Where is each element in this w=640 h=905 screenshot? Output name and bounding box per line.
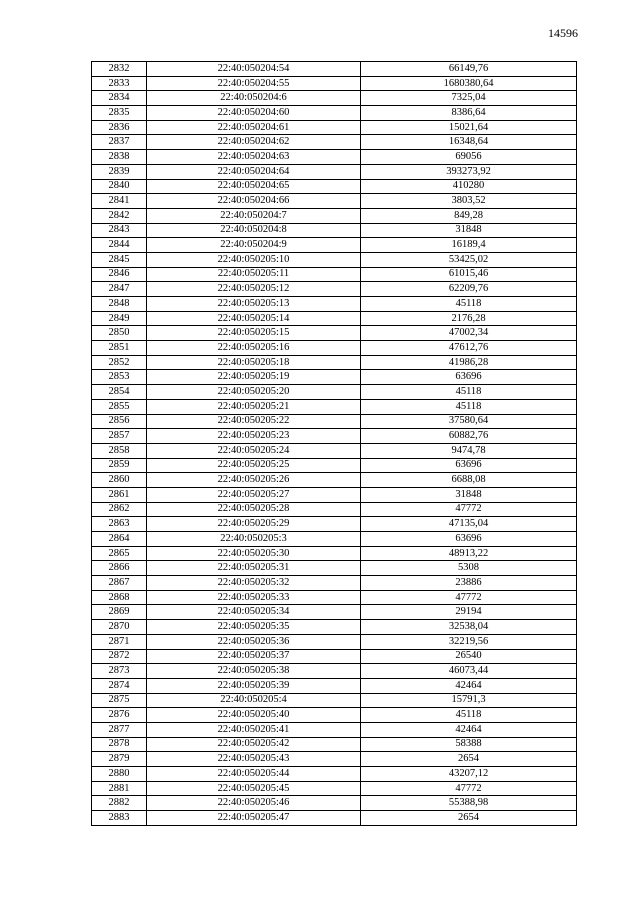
row-number-cell: 2872 xyxy=(92,649,147,664)
row-number-cell: 2839 xyxy=(92,164,147,179)
row-number-cell: 2835 xyxy=(92,106,147,121)
table-row xyxy=(92,458,577,473)
row-number-cell: 2870 xyxy=(92,620,147,635)
cadastral-number-cell: 22:40:050205:38 xyxy=(147,664,361,679)
value-cell: 16189,4 xyxy=(361,238,577,253)
table-row xyxy=(92,120,577,135)
table-row xyxy=(92,223,577,238)
table-row xyxy=(92,179,577,194)
row-number-cell: 2861 xyxy=(92,487,147,502)
table-row xyxy=(92,590,577,605)
value-cell: 41986,28 xyxy=(361,355,577,370)
cadastral-number-cell: 22:40:050205:31 xyxy=(147,561,361,576)
row-number-cell: 2846 xyxy=(92,267,147,282)
table-row xyxy=(92,385,577,400)
value-cell: 55388,98 xyxy=(361,796,577,811)
cadastral-number-cell: 22:40:050205:28 xyxy=(147,502,361,517)
row-number-cell: 2877 xyxy=(92,722,147,737)
cadastral-number-cell: 22:40:050205:13 xyxy=(147,297,361,312)
cadastral-number-cell: 22:40:050204:65 xyxy=(147,179,361,194)
value-cell: 46073,44 xyxy=(361,664,577,679)
row-number-cell: 2862 xyxy=(92,502,147,517)
table-row xyxy=(92,443,577,458)
table-row xyxy=(92,532,577,547)
table-row xyxy=(92,135,577,150)
value-cell: 393273,92 xyxy=(361,164,577,179)
value-cell: 61015,46 xyxy=(361,267,577,282)
table-row xyxy=(92,811,577,826)
row-number-cell: 2844 xyxy=(92,238,147,253)
table-row xyxy=(92,708,577,723)
value-cell: 63696 xyxy=(361,458,577,473)
table-row xyxy=(92,605,577,620)
row-number-cell: 2850 xyxy=(92,326,147,341)
cadastral-number-cell: 22:40:050205:32 xyxy=(147,576,361,591)
cadastral-number-cell: 22:40:050205:19 xyxy=(147,370,361,385)
table-row xyxy=(92,297,577,312)
value-cell: 69056 xyxy=(361,150,577,165)
table-row xyxy=(92,752,577,767)
cadastral-number-cell: 22:40:050204:55 xyxy=(147,76,361,91)
value-cell: 1680380,64 xyxy=(361,76,577,91)
table-row xyxy=(92,634,577,649)
table-row xyxy=(92,649,577,664)
table-row xyxy=(92,576,577,591)
table-row xyxy=(92,150,577,165)
row-number-cell: 2836 xyxy=(92,120,147,135)
table-row xyxy=(92,341,577,356)
table-row xyxy=(92,502,577,517)
value-cell: 60882,76 xyxy=(361,429,577,444)
value-cell: 45118 xyxy=(361,297,577,312)
row-number-cell: 2865 xyxy=(92,546,147,561)
row-number-cell: 2854 xyxy=(92,385,147,400)
value-cell: 53425,02 xyxy=(361,252,577,267)
value-cell: 47612,76 xyxy=(361,341,577,356)
cadastral-value-table xyxy=(91,61,577,826)
value-cell: 63696 xyxy=(361,532,577,547)
cadastral-number-cell: 22:40:050205:43 xyxy=(147,752,361,767)
row-number-cell: 2873 xyxy=(92,664,147,679)
table-row xyxy=(92,355,577,370)
value-cell: 45118 xyxy=(361,385,577,400)
table-row xyxy=(92,326,577,341)
table-row xyxy=(92,76,577,91)
row-number-cell: 2882 xyxy=(92,796,147,811)
row-number-cell: 2857 xyxy=(92,429,147,444)
cadastral-number-cell: 22:40:050205:27 xyxy=(147,487,361,502)
cadastral-number-cell: 22:40:050205:11 xyxy=(147,267,361,282)
value-cell: 42464 xyxy=(361,722,577,737)
table-row xyxy=(92,722,577,737)
cadastral-number-cell: 22:40:050205:44 xyxy=(147,767,361,782)
cadastral-number-cell: 22:40:050205:4 xyxy=(147,693,361,708)
table-row xyxy=(92,473,577,488)
row-number-cell: 2837 xyxy=(92,135,147,150)
cadastral-number-cell: 22:40:050205:37 xyxy=(147,649,361,664)
table-row xyxy=(92,737,577,752)
table-row xyxy=(92,282,577,297)
value-cell: 9474,78 xyxy=(361,443,577,458)
table-row xyxy=(92,487,577,502)
cadastral-number-cell: 22:40:050205:41 xyxy=(147,722,361,737)
value-cell: 66149,76 xyxy=(361,62,577,77)
table-row xyxy=(92,252,577,267)
table-row xyxy=(92,208,577,223)
value-cell: 48913,22 xyxy=(361,546,577,561)
value-cell: 37580,64 xyxy=(361,414,577,429)
value-cell: 58388 xyxy=(361,737,577,752)
value-cell: 42464 xyxy=(361,678,577,693)
table-row xyxy=(92,238,577,253)
row-number-cell: 2875 xyxy=(92,693,147,708)
row-number-cell: 2841 xyxy=(92,194,147,209)
row-number-cell: 2864 xyxy=(92,532,147,547)
table-row xyxy=(92,91,577,106)
value-cell: 3803,52 xyxy=(361,194,577,209)
cadastral-number-cell: 22:40:050204:63 xyxy=(147,150,361,165)
cadastral-number-cell: 22:40:050205:14 xyxy=(147,311,361,326)
cadastral-number-cell: 22:40:050205:45 xyxy=(147,781,361,796)
table-row xyxy=(92,620,577,635)
row-number-cell: 2838 xyxy=(92,150,147,165)
cadastral-number-cell: 22:40:050205:23 xyxy=(147,429,361,444)
row-number-cell: 2851 xyxy=(92,341,147,356)
value-cell: 31848 xyxy=(361,223,577,238)
cadastral-number-cell: 22:40:050204:54 xyxy=(147,62,361,77)
cadastral-number-cell: 22:40:050205:34 xyxy=(147,605,361,620)
cadastral-number-cell: 22:40:050205:30 xyxy=(147,546,361,561)
row-number-cell: 2858 xyxy=(92,443,147,458)
cadastral-number-cell: 22:40:050205:22 xyxy=(147,414,361,429)
cadastral-number-cell: 22:40:050205:21 xyxy=(147,399,361,414)
cadastral-number-cell: 22:40:050205:29 xyxy=(147,517,361,532)
cadastral-number-cell: 22:40:050205:10 xyxy=(147,252,361,267)
page-number: 14596 xyxy=(548,26,578,40)
cadastral-number-cell: 22:40:050205:18 xyxy=(147,355,361,370)
value-cell: 43207,12 xyxy=(361,767,577,782)
value-cell: 45118 xyxy=(361,708,577,723)
table-row xyxy=(92,664,577,679)
value-cell: 2176,28 xyxy=(361,311,577,326)
row-number-cell: 2881 xyxy=(92,781,147,796)
row-number-cell: 2879 xyxy=(92,752,147,767)
table-row xyxy=(92,517,577,532)
value-cell: 16348,64 xyxy=(361,135,577,150)
table-row xyxy=(92,693,577,708)
value-cell: 47772 xyxy=(361,590,577,605)
table-row xyxy=(92,781,577,796)
value-cell: 31848 xyxy=(361,487,577,502)
value-cell: 6688,08 xyxy=(361,473,577,488)
cadastral-number-cell: 22:40:050205:39 xyxy=(147,678,361,693)
value-cell: 62209,76 xyxy=(361,282,577,297)
table-row xyxy=(92,561,577,576)
row-number-cell: 2853 xyxy=(92,370,147,385)
row-number-cell: 2832 xyxy=(92,62,147,77)
row-number-cell: 2867 xyxy=(92,576,147,591)
value-cell: 849,28 xyxy=(361,208,577,223)
table-row xyxy=(92,429,577,444)
cadastral-number-cell: 22:40:050205:25 xyxy=(147,458,361,473)
value-cell: 32538,04 xyxy=(361,620,577,635)
value-cell: 45118 xyxy=(361,399,577,414)
table-row xyxy=(92,678,577,693)
cadastral-number-cell: 22:40:050204:61 xyxy=(147,120,361,135)
cadastral-number-cell: 22:40:050204:60 xyxy=(147,106,361,121)
value-cell: 26540 xyxy=(361,649,577,664)
cadastral-number-cell: 22:40:050205:16 xyxy=(147,341,361,356)
row-number-cell: 2859 xyxy=(92,458,147,473)
row-number-cell: 2869 xyxy=(92,605,147,620)
cadastral-number-cell: 22:40:050204:66 xyxy=(147,194,361,209)
row-number-cell: 2847 xyxy=(92,282,147,297)
value-cell: 63696 xyxy=(361,370,577,385)
table-body xyxy=(92,62,577,826)
table-row xyxy=(92,370,577,385)
row-number-cell: 2845 xyxy=(92,252,147,267)
value-cell: 410280 xyxy=(361,179,577,194)
row-number-cell: 2880 xyxy=(92,767,147,782)
value-cell: 47002,34 xyxy=(361,326,577,341)
cadastral-number-cell: 22:40:050204:6 xyxy=(147,91,361,106)
cadastral-number-cell: 22:40:050205:12 xyxy=(147,282,361,297)
cadastral-number-cell: 22:40:050205:15 xyxy=(147,326,361,341)
cadastral-number-cell: 22:40:050204:8 xyxy=(147,223,361,238)
cadastral-number-cell: 22:40:050204:64 xyxy=(147,164,361,179)
cadastral-number-cell: 22:40:050205:3 xyxy=(147,532,361,547)
cadastral-number-cell: 22:40:050204:62 xyxy=(147,135,361,150)
cadastral-number-cell: 22:40:050205:46 xyxy=(147,796,361,811)
value-cell: 5308 xyxy=(361,561,577,576)
row-number-cell: 2842 xyxy=(92,208,147,223)
table-row xyxy=(92,267,577,282)
row-number-cell: 2878 xyxy=(92,737,147,752)
cadastral-number-cell: 22:40:050205:24 xyxy=(147,443,361,458)
cadastral-number-cell: 22:40:050205:26 xyxy=(147,473,361,488)
table-row xyxy=(92,62,577,77)
row-number-cell: 2849 xyxy=(92,311,147,326)
row-number-cell: 2868 xyxy=(92,590,147,605)
row-number-cell: 2874 xyxy=(92,678,147,693)
row-number-cell: 2856 xyxy=(92,414,147,429)
value-cell: 32219,56 xyxy=(361,634,577,649)
row-number-cell: 2852 xyxy=(92,355,147,370)
row-number-cell: 2855 xyxy=(92,399,147,414)
cadastral-number-cell: 22:40:050205:20 xyxy=(147,385,361,400)
row-number-cell: 2863 xyxy=(92,517,147,532)
value-cell: 2654 xyxy=(361,752,577,767)
row-number-cell: 2833 xyxy=(92,76,147,91)
value-cell: 8386,64 xyxy=(361,106,577,121)
cadastral-number-cell: 22:40:050205:35 xyxy=(147,620,361,635)
value-cell: 29194 xyxy=(361,605,577,620)
table-row xyxy=(92,194,577,209)
value-cell: 47772 xyxy=(361,781,577,796)
row-number-cell: 2848 xyxy=(92,297,147,312)
table-row xyxy=(92,796,577,811)
table-row xyxy=(92,546,577,561)
row-number-cell: 2834 xyxy=(92,91,147,106)
table-row xyxy=(92,311,577,326)
row-number-cell: 2866 xyxy=(92,561,147,576)
table-row xyxy=(92,106,577,121)
cadastral-number-cell: 22:40:050204:9 xyxy=(147,238,361,253)
value-cell: 7325,04 xyxy=(361,91,577,106)
cadastral-number-cell: 22:40:050205:33 xyxy=(147,590,361,605)
row-number-cell: 2871 xyxy=(92,634,147,649)
cadastral-number-cell: 22:40:050205:36 xyxy=(147,634,361,649)
cadastral-number-cell: 22:40:050204:7 xyxy=(147,208,361,223)
cadastral-number-cell: 22:40:050205:40 xyxy=(147,708,361,723)
value-cell: 47772 xyxy=(361,502,577,517)
row-number-cell: 2843 xyxy=(92,223,147,238)
table-row xyxy=(92,164,577,179)
row-number-cell: 2840 xyxy=(92,179,147,194)
value-cell: 15791,3 xyxy=(361,693,577,708)
cadastral-number-cell: 22:40:050205:47 xyxy=(147,811,361,826)
row-number-cell: 2876 xyxy=(92,708,147,723)
value-cell: 23886 xyxy=(361,576,577,591)
table-row xyxy=(92,399,577,414)
row-number-cell: 2860 xyxy=(92,473,147,488)
table-row xyxy=(92,414,577,429)
cadastral-number-cell: 22:40:050205:42 xyxy=(147,737,361,752)
value-cell: 15021,64 xyxy=(361,120,577,135)
table-row xyxy=(92,767,577,782)
value-cell: 2654 xyxy=(361,811,577,826)
value-cell: 47135,04 xyxy=(361,517,577,532)
row-number-cell: 2883 xyxy=(92,811,147,826)
